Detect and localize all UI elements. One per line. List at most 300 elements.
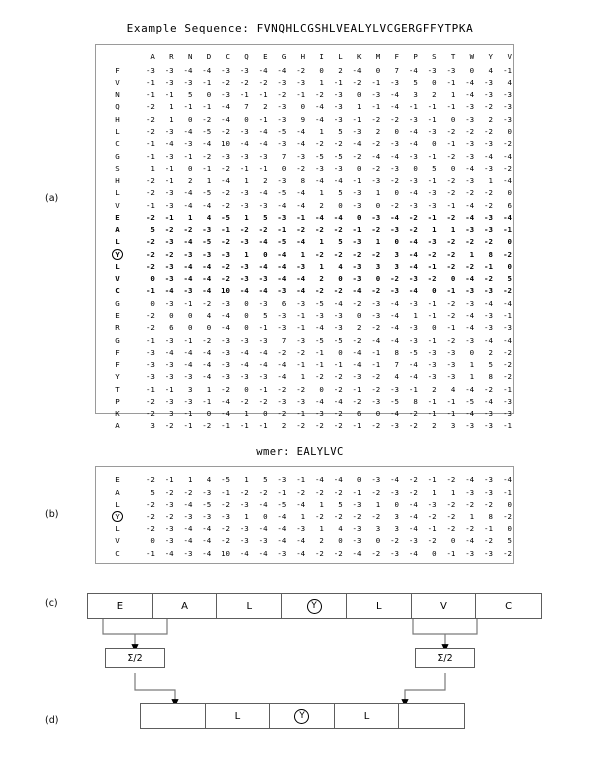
matrix-cell: -3: [484, 311, 493, 320]
matrix-cell: -2: [484, 237, 493, 247]
matrix-cell: -4: [221, 409, 230, 419]
matrix-cell: -3: [221, 360, 230, 370]
matrix-row: [102, 395, 513, 407]
matrix-cell: -3: [484, 421, 493, 431]
matrix-cell: 0: [187, 163, 193, 173]
matrix-cell: -2: [408, 409, 418, 419]
matrix-column-header-A: A: [150, 52, 155, 62]
matrix-cell: -2: [277, 384, 287, 394]
panel-b-matrix-box: [95, 466, 514, 564]
matrix-cell: -4: [408, 237, 418, 247]
matrix-cell: -2: [145, 499, 155, 509]
circled-residue-marker: Y: [294, 709, 309, 724]
matrix-cell: -3: [277, 176, 287, 186]
matrix-cell: -4: [277, 261, 287, 271]
matrix-column-header-M: M: [375, 52, 381, 62]
matrix-cell: -4: [390, 90, 399, 100]
matrix-cell: -4: [221, 311, 230, 320]
matrix-cell: -2: [503, 163, 512, 173]
matrix-cell: -4: [296, 139, 306, 149]
matrix-cell: -3: [277, 475, 287, 485]
matrix-cell: -2: [314, 249, 324, 259]
matrix-cell: -2: [446, 311, 456, 320]
matrix-cell: -1: [427, 524, 437, 534]
matrix-cell: -2: [484, 102, 493, 112]
matrix-cell: 0: [375, 65, 381, 75]
matrix-cell: -3: [427, 200, 437, 210]
matrix-cell: -3: [352, 499, 362, 509]
sequence-cell[interactable]: E: [88, 594, 153, 618]
matrix-cell: -5: [314, 298, 324, 308]
matrix-cell: -3: [183, 77, 193, 87]
matrix-cell: 8: [413, 396, 418, 406]
matrix-cell: -3: [164, 396, 174, 406]
matrix-cell: -2: [427, 511, 437, 521]
matrix-cell: -3: [183, 139, 193, 149]
matrix-cell: -4: [408, 127, 418, 137]
sequence-cell[interactable]: [270, 704, 335, 728]
sum-box-left[interactable]: [105, 648, 165, 668]
matrix-cell: -2: [145, 176, 155, 186]
matrix-cell: -1: [427, 151, 437, 161]
matrix-cell: -2: [465, 261, 475, 271]
matrix-cell: -4: [333, 475, 343, 485]
matrix-cell: -4: [221, 102, 230, 112]
matrix-row-label-Y: [102, 511, 137, 523]
sequence-cell[interactable]: L: [217, 594, 282, 618]
matrix-cell: -4: [503, 335, 512, 345]
matrix-cell: -1: [446, 139, 456, 149]
matrix-cell: -3: [352, 261, 362, 271]
matrix-cell: -2: [427, 274, 437, 284]
matrix-cell: -3: [408, 298, 418, 308]
matrix-cell: -2: [314, 372, 324, 382]
matrix-row-label-G: G: [115, 298, 120, 308]
matrix-cell: -3: [333, 163, 343, 173]
matrix-cell: -3: [221, 298, 230, 308]
matrix-cell: -4: [183, 261, 193, 271]
matrix-cell: -1: [503, 384, 512, 394]
matrix-row-label-L: L: [115, 127, 120, 137]
matrix-cell: -2: [371, 163, 381, 173]
matrix-cell: -2: [183, 487, 193, 497]
matrix-row: [102, 138, 513, 150]
matrix-cell: -3: [314, 409, 324, 419]
matrix-cell: -1: [484, 524, 493, 534]
matrix-cell: -4: [465, 311, 475, 320]
matrix-row-label-F: F: [115, 347, 120, 357]
matrix-row: [102, 297, 513, 309]
matrix-column-header-Q: Q: [244, 52, 249, 62]
matrix-cell: -3: [465, 176, 475, 186]
matrix-cell: 5: [413, 77, 418, 87]
matrix-cell: -2: [333, 548, 343, 558]
matrix-cell: -3: [408, 323, 418, 333]
matrix-cell: -1: [258, 421, 268, 431]
matrix-column-header-T: T: [450, 52, 456, 62]
matrix-cell: -4: [296, 274, 306, 284]
matrix-cell: -3: [484, 409, 493, 419]
matrix-cell: -2: [446, 212, 456, 222]
matrix-cell: -3: [277, 311, 287, 320]
matrix-cell: -2: [164, 249, 174, 259]
matrix-cell: -4: [408, 372, 418, 382]
matrix-cell: -1: [221, 421, 230, 431]
matrix-row-label-Y: [102, 248, 137, 260]
circled-residue-marker: Y: [112, 249, 123, 260]
matrix-row-label-P: P: [115, 396, 120, 406]
matrix-cell: -5: [277, 188, 287, 198]
matrix-cell: -3: [145, 65, 155, 75]
matrix-cell: -1: [277, 487, 287, 497]
matrix-cell: 0: [244, 311, 249, 320]
matrix-cell: -4: [314, 114, 324, 124]
matrix-row: [102, 126, 513, 138]
matrix-cell: -2: [239, 396, 249, 406]
matrix-cell: -4: [296, 200, 306, 210]
matrix-cell: 1: [244, 212, 249, 222]
matrix-cell: -3: [390, 421, 399, 431]
matrix-cell: -2: [258, 396, 268, 406]
matrix-cell: -4: [183, 237, 193, 247]
matrix-cell: 4: [507, 77, 512, 87]
matrix-cell: -4: [258, 237, 268, 247]
matrix-cell: 1: [150, 163, 155, 173]
matrix-cell: 0: [450, 163, 456, 173]
sequence-cell[interactable]: L: [347, 594, 412, 618]
matrix-cell: -3: [352, 372, 362, 382]
matrix-row-label-V: V: [115, 536, 120, 546]
sequence-cell[interactable]: A: [153, 594, 218, 618]
matrix-cell: 1: [300, 249, 306, 259]
matrix-cell: 0: [150, 536, 155, 546]
matrix-cell: -5: [408, 347, 418, 357]
matrix-cell: -2: [296, 384, 306, 394]
matrix-cell: 0: [394, 188, 399, 198]
matrix-cell: 0: [263, 409, 268, 419]
matrix-cell: 0: [150, 274, 155, 284]
matrix-cell: -3: [296, 77, 306, 87]
matrix-cell: -1: [258, 384, 268, 394]
matrix-cell: -5: [277, 237, 287, 247]
matrix-cell: -3: [371, 90, 381, 100]
matrix-cell: -3: [202, 249, 212, 259]
matrix-cell: 6: [507, 200, 512, 210]
matrix-cell: -2: [352, 298, 362, 308]
matrix-cell: 0: [469, 347, 475, 357]
matrix-cell: 0: [187, 311, 193, 320]
matrix-cell: -3: [465, 114, 475, 124]
matrix-cell: -1: [503, 225, 512, 235]
matrix-cell: -4: [408, 188, 418, 198]
sum-box-right[interactable]: [415, 648, 475, 668]
matrix-cell: 5: [338, 237, 343, 247]
matrix-cell: -4: [258, 139, 268, 149]
matrix-cell: -2: [145, 237, 155, 247]
matrix-cell: -4: [352, 360, 362, 370]
matrix-cell: 1: [244, 409, 249, 419]
matrix-cell: -3: [390, 139, 399, 149]
matrix-cell: -1: [427, 298, 437, 308]
matrix-cell: -4: [465, 323, 475, 333]
matrix-cell: 2: [187, 176, 193, 186]
matrix-cell: -3: [352, 274, 362, 284]
matrix-cell: -4: [408, 261, 418, 271]
matrix-cell: -2: [314, 548, 324, 558]
matrix-cell: -4: [277, 524, 287, 534]
matrix-cell: -3: [164, 237, 174, 247]
matrix-cell: 5: [338, 127, 343, 137]
matrix-cell: -2: [314, 139, 324, 149]
matrix-cell: -2: [314, 225, 324, 235]
matrix-cell: 4: [338, 524, 343, 534]
matrix-cell: -4: [277, 511, 287, 521]
matrix-cell: -2: [390, 200, 399, 210]
sequence-cell[interactable]: C: [505, 600, 513, 612]
matrix-cell: 0: [169, 311, 174, 320]
matrix-cell: -5: [202, 188, 212, 198]
matrix-cell: -4: [503, 298, 512, 308]
matrix-cell: -1: [427, 475, 437, 485]
matrix-cell: -3: [484, 475, 493, 485]
matrix-cell: -1: [183, 102, 193, 112]
matrix-cell: -4: [202, 347, 212, 357]
matrix-cell: -4: [333, 396, 343, 406]
matrix-cell: 0: [394, 499, 399, 509]
matrix-cell: -4: [164, 548, 174, 558]
matrix-cell: -3: [296, 335, 306, 345]
matrix-cell: -3: [277, 396, 287, 406]
matrix-cell: -2: [333, 139, 343, 149]
matrix-cell: -3: [352, 188, 362, 198]
matrix-cell: -4: [465, 212, 475, 222]
matrix-cell: 7: [281, 335, 287, 345]
matrix-cell: -3: [183, 511, 193, 521]
matrix-cell: -4: [465, 77, 475, 87]
matrix-cell: 1: [319, 261, 324, 271]
matrix-cell: 2: [281, 421, 287, 431]
sequence-cell[interactable]: V: [412, 594, 477, 618]
matrix-cell: -1: [145, 77, 155, 87]
matrix-cell: -1: [371, 102, 381, 112]
matrix-cell: 8: [300, 176, 306, 186]
matrix-cell: -2: [408, 475, 418, 485]
matrix-cell: -1: [221, 487, 230, 497]
matrix-cell: -4: [202, 65, 212, 75]
matrix-cell: -2: [333, 249, 343, 259]
matrix-cell: -3: [296, 524, 306, 534]
matrix-cell: -3: [503, 409, 512, 419]
matrix-cell: 8: [488, 249, 493, 259]
matrix-cell: -2: [446, 249, 456, 259]
matrix-row-label-C: C: [115, 139, 120, 149]
matrix-cell: -2: [503, 249, 512, 259]
matrix-cell: -4: [465, 409, 475, 419]
circled-residue-marker: Y: [307, 599, 322, 614]
matrix-cell: -3: [239, 372, 249, 382]
matrix-cell: -4: [183, 499, 193, 509]
matrix-cell: -4: [183, 347, 193, 357]
matrix-cell: -2: [352, 396, 362, 406]
matrix-cell: 1: [244, 475, 249, 485]
matrix-cell: -1: [446, 396, 456, 406]
matrix-cell: -2: [484, 188, 493, 198]
matrix-cell: -2: [183, 225, 193, 235]
matrix-cell: -3: [164, 274, 174, 284]
matrix-cell: -1: [164, 384, 174, 394]
matrix-cell: 3: [375, 524, 381, 534]
matrix-cell: 1: [375, 188, 381, 198]
matrix-cell: 0: [319, 65, 324, 75]
matrix-cell: -2: [221, 77, 230, 87]
sequence-cell[interactable]: L: [335, 704, 400, 728]
matrix-cell: 0: [432, 548, 437, 558]
matrix-cell: -4: [258, 360, 268, 370]
matrix-cell: -4: [390, 311, 399, 320]
matrix-cell: -1: [258, 90, 268, 100]
matrix-cell: -4: [408, 524, 418, 534]
matrix-cell: -4: [202, 536, 212, 546]
matrix-cell: -3: [221, 249, 230, 259]
matrix-cell: -1: [164, 475, 174, 485]
matrix-cell: -4: [221, 396, 230, 406]
matrix-cell: -3: [484, 90, 493, 100]
matrix-cell: -2: [145, 311, 155, 320]
matrix-cell: 1: [244, 249, 249, 259]
matrix-row: [102, 511, 513, 523]
matrix-row: [102, 236, 513, 248]
matrix-cell: -2: [145, 114, 155, 124]
matrix-cell: 1: [469, 511, 475, 521]
matrix-cell: -3: [221, 347, 230, 357]
matrix-cell: -5: [202, 499, 212, 509]
matrix-row: [102, 261, 513, 273]
matrix-cell: -4: [314, 475, 324, 485]
matrix-cell: -3: [296, 298, 306, 308]
matrix-cell: -4: [390, 323, 399, 333]
sequence-cell[interactable]: [399, 704, 464, 728]
matrix-cell: 5: [263, 212, 268, 222]
matrix-cell: -3: [408, 536, 418, 546]
matrix-cell: -2: [314, 286, 324, 296]
matrix-cell: 2: [488, 114, 493, 124]
matrix-column-header-P: P: [413, 52, 418, 62]
matrix-cell: -1: [164, 176, 174, 186]
matrix-cell: -2: [446, 176, 456, 186]
matrix-cell: -1: [408, 384, 418, 394]
matrix-cell: 5: [187, 90, 193, 100]
matrix-cell: -1: [202, 163, 212, 173]
matrix-cell: -2: [145, 261, 155, 271]
matrix-cell: -2: [221, 237, 230, 247]
matrix-cell: -3: [465, 421, 475, 431]
matrix-row-label-L: L: [115, 188, 120, 198]
matrix-cell: -3: [427, 372, 437, 382]
matrix-column-header-R: R: [169, 52, 174, 62]
matrix-cell: -1: [202, 77, 212, 87]
matrix-cell: -3: [277, 212, 287, 222]
matrix-cell: -3: [390, 487, 399, 497]
matrix-cell: 1: [244, 176, 249, 186]
matrix-cell: -3: [484, 77, 493, 87]
matrix-cell: -1: [164, 163, 174, 173]
matrix-cell: -2: [296, 65, 306, 75]
matrix-cell: -3: [221, 151, 230, 161]
matrix-cell: -4: [503, 151, 512, 161]
matrix-cell: 0: [150, 298, 155, 308]
matrix-cell: -1: [503, 311, 512, 320]
matrix-cell: -4: [277, 536, 287, 546]
matrix-cell: -3: [390, 225, 399, 235]
matrix-cell: -3: [427, 188, 437, 198]
matrix-cell: -3: [484, 286, 493, 296]
matrix-cell: -3: [427, 65, 437, 75]
matrix-cell: -3: [277, 102, 287, 112]
matrix-cell: -4: [183, 188, 193, 198]
panel-b-label: (b): [45, 509, 59, 520]
matrix-cell: -5: [333, 335, 343, 345]
matrix-cell: 0: [338, 347, 343, 357]
matrix-cell: 1: [187, 475, 193, 485]
matrix-cell: -1: [183, 409, 193, 419]
matrix-cell: -4: [352, 286, 362, 296]
matrix-cell: -2: [239, 487, 249, 497]
matrix-cell: 9: [300, 114, 306, 124]
matrix-cell: -3: [277, 286, 287, 296]
matrix-cell: 5: [488, 360, 493, 370]
matrix-cell: -3: [465, 225, 475, 235]
matrix-cell: 3: [169, 409, 174, 419]
matrix-cell: -2: [484, 127, 493, 137]
matrix-cell: -1: [427, 176, 437, 186]
matrix-cell: -3: [427, 499, 437, 509]
matrix-cell: -2: [164, 511, 174, 521]
matrix-cell: -1: [427, 261, 437, 271]
matrix-row-label-E: E: [115, 212, 120, 222]
matrix-cell: -2: [145, 396, 155, 406]
matrix-cell: -5: [314, 335, 324, 345]
matrix-cell: -3: [277, 139, 287, 149]
matrix-cell: -2: [371, 286, 381, 296]
matrix-row: [102, 359, 513, 371]
matrix-cell: -3: [145, 372, 155, 382]
matrix-column-header-L: L: [338, 52, 343, 62]
matrix-cell: -4: [183, 127, 193, 137]
matrix-cell: 2: [432, 384, 437, 394]
matrix-cell: -3: [503, 102, 512, 112]
matrix-cell: -3: [183, 249, 193, 259]
matrix-cell: -2: [371, 225, 381, 235]
matrix-cell: 5: [338, 499, 343, 509]
matrix-cell: -4: [465, 200, 475, 210]
panel-c-sequence-bar: [87, 593, 542, 619]
sequence-cell[interactable]: L: [206, 704, 271, 728]
matrix-row-label-E: E: [115, 475, 120, 485]
matrix-cell: 6: [281, 298, 287, 308]
matrix-cell: -4: [202, 360, 212, 370]
matrix-row: [102, 383, 513, 395]
matrix-cell: -5: [390, 396, 399, 406]
matrix-cell: 1: [469, 249, 475, 259]
matrix-column-header-E: E: [263, 52, 268, 62]
matrix-cell: -2: [503, 139, 512, 149]
matrix-cell: 10: [221, 286, 230, 296]
matrix-column-header-F: F: [394, 52, 399, 62]
matrix-cell: -3: [484, 225, 493, 235]
sequence-cell[interactable]: [141, 704, 206, 728]
matrix-cell: -4: [202, 286, 212, 296]
sequence-cell[interactable]: [282, 594, 347, 618]
